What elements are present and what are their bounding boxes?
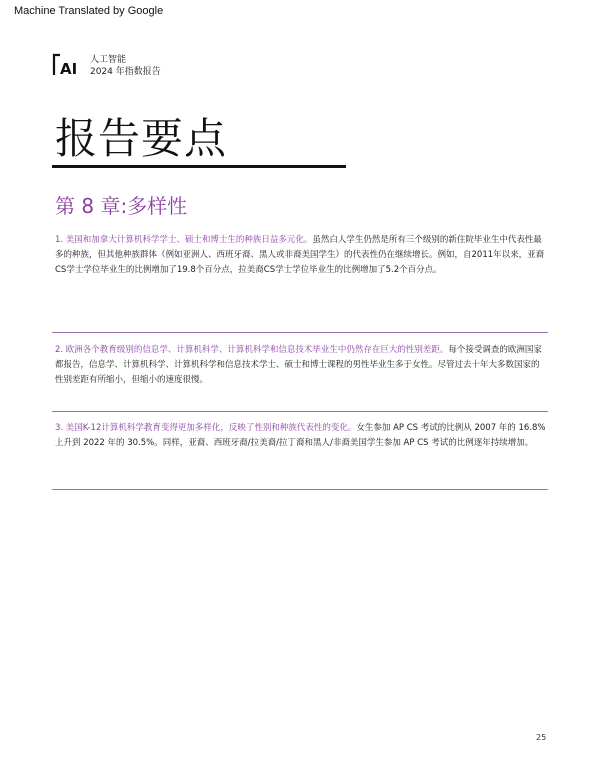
section-divider — [52, 489, 548, 490]
point-3-body: 女生参加 AP CS 考试的比例从 2007 年的 16.8% 上升到 2022 年的 30.5%。同样，亚裔、西班牙裔/拉美裔/拉丁裔和黑人/非裔美国学生参加 AP CS 考试的比例逐年持续增加。 — [55, 423, 546, 448]
section-divider — [52, 411, 548, 412]
point-2-heading: 2. 欧洲各个教育级别的信息学、计算机科学、计算机科学和信息技术毕业生中仍然存在巨大的性别差距。 — [55, 345, 449, 355]
point-3-heading: 3. 美国K-12计算机科学教育变得更加多样化，反映了性别和种族代表性的变化。 — [55, 423, 357, 433]
point-1-heading: 1. 美国和加拿大计算机科学学士、硕士和博士生的种族日益多元化。 — [55, 235, 313, 245]
point-2-body: 每个接受调查的欧洲国家都报告，信息学、计算机科学、计算机科学和信息技术学士、硕士和博士课程的男性毕业生多于女性。尽管过去十年大多数国家的性别差距有所缩小，但缩小的速度很慢。 — [55, 345, 542, 385]
section-divider — [52, 332, 548, 333]
point-1-body: 虽然白人学生仍然是所有三个级别的新住院毕业生中代表性最多的种族，但其他种族群体（例如亚洲人、西班牙裔、黑人或非裔美国学生）的代表性仍在继续增长。例如，自2011年以来，亚裔CS学士学位毕业生的比例增加了19.8个百分点，拉美裔CS学士学位毕业生的比例增加了5.2个百分点。 — [55, 235, 545, 275]
report-header — [90, 54, 161, 78]
highlight-point-1 — [55, 233, 547, 278]
title-underline — [52, 165, 346, 168]
report-org-label: 人工智能 — [90, 55, 127, 65]
page-number: 25 — [536, 733, 547, 742]
ai-index-logo — [52, 53, 82, 77]
page-title: 报告要点 — [55, 114, 228, 163]
machine-translation-banner: Machine Translated by Google — [14, 5, 164, 17]
highlight-point-2 — [55, 343, 547, 388]
highlight-point-3 — [55, 421, 547, 451]
logo-wordmark: AI — [60, 60, 78, 77]
report-year-label: 2024 年指数报告 — [90, 67, 161, 77]
chapter-heading: 第 8 章:多样性 — [55, 194, 188, 218]
